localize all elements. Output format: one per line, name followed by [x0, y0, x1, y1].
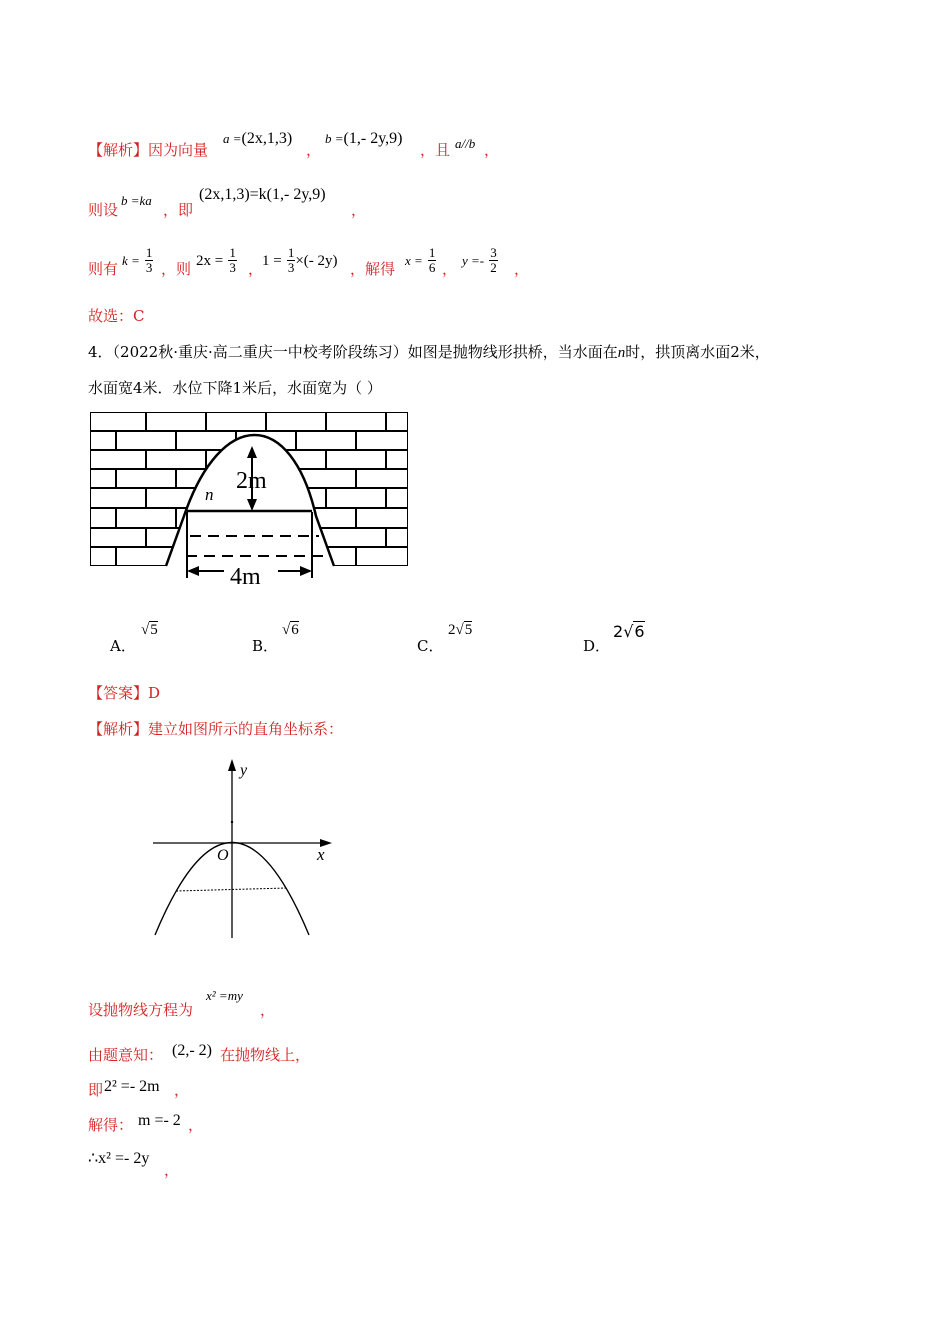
answer-value: D — [148, 684, 161, 702]
answer-line — [88, 683, 160, 703]
step-1-equation: x² =my — [206, 988, 243, 1003]
x-axis-label: x — [317, 845, 325, 864]
analysis-label: 【解析】 — [88, 141, 149, 159]
option-b: B． — [252, 637, 279, 655]
width-label: 4m — [230, 564, 261, 588]
2x-value: 2x = $\frac{1}{3}$ — [196, 245, 236, 275]
option-a: A． — [110, 637, 136, 655]
vector-a-def: a =(2x,1,3) — [223, 130, 293, 147]
sol3-line2: 则设 — [88, 201, 119, 219]
vector-b-def: b =(1,- 2y,9) — [325, 130, 403, 147]
sol3-answer: 故选：C — [88, 307, 145, 325]
k-value: k = $\frac{1}{3}$ — [122, 245, 153, 275]
step-3-equation: 2² =- 2m — [104, 1078, 160, 1095]
option-c-value: 2√5 — [448, 622, 473, 638]
bridge-figure — [86, 408, 416, 588]
option-b-value: √6 — [282, 622, 299, 638]
step-1-text: 设抛物线方程为 — [88, 1001, 194, 1019]
sol3-line1: 【解析】因为向量 — [88, 141, 209, 159]
b-eq-ka: b =ka — [121, 193, 152, 208]
water-level-n-label: n — [205, 485, 214, 504]
parallel-condition: a//b — [455, 136, 476, 151]
coordinate-figure — [145, 755, 345, 945]
option-d: D． — [583, 637, 611, 655]
step-2-point: (2,- 2) — [172, 1042, 212, 1059]
y-solution: y =- $\frac{3}{2}$ — [462, 245, 497, 275]
y-equation: 1 = $\frac{1}{3}$ ×(- 2y) — [262, 245, 338, 275]
height-label: 2m — [236, 468, 267, 494]
option-a-value: √5 — [141, 622, 158, 638]
option-c: C． — [417, 637, 444, 655]
analysis-line: 【解析】建立如图所示的直角坐标系： — [88, 720, 344, 738]
sol3-line3: 则有 — [88, 260, 119, 278]
question-number: 4． — [88, 343, 113, 361]
y-axis-label: y — [240, 762, 248, 779]
step-4-equation: m =- 2 — [138, 1112, 181, 1129]
step-2-text: 由题意知： — [88, 1046, 164, 1064]
step-3-text: 即 — [88, 1081, 104, 1099]
vector-equation: (2x,1,3)=k(1,- 2y,9) — [199, 186, 326, 203]
answer-label: 【答案】 — [88, 684, 149, 702]
step-5-equation: ∴x² =- 2y — [88, 1150, 150, 1167]
step-4-text: 解得： — [88, 1116, 134, 1134]
x-solution: x = $\frac{1}{6}$ — [405, 245, 436, 275]
question-4-line1: 4．（2022秋·重庆·高二重庆一中校考阶段练习）如图是抛物线形拱桥，当水面在n时，拱顶离水面2米， — [88, 343, 770, 361]
option-d-value: 2√6 — [613, 622, 645, 641]
question-4-line2: 水面宽4米．水位下降1米后，水面宽为（ ） — [88, 379, 382, 397]
origin-label: O — [217, 847, 229, 864]
